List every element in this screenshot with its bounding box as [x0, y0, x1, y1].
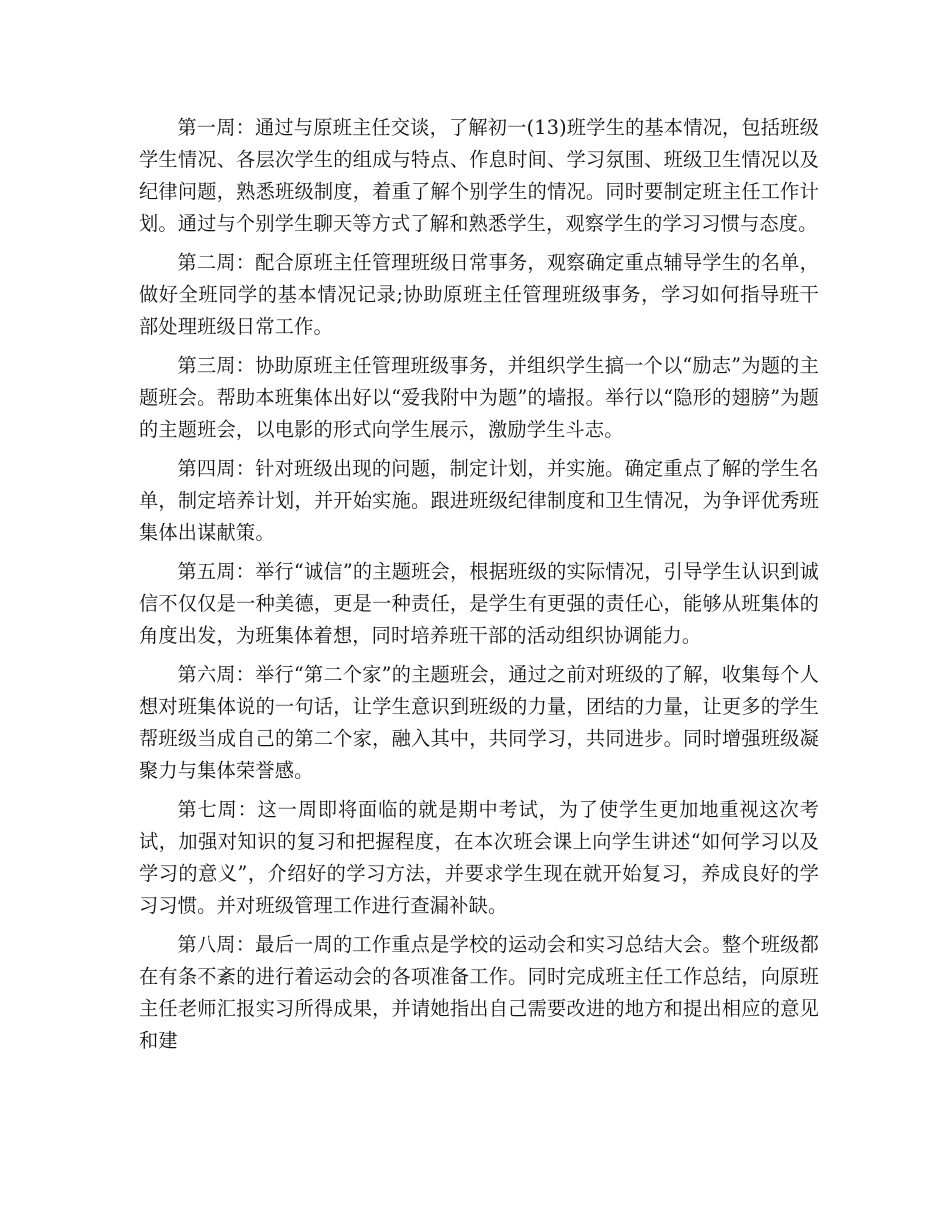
paragraph-week-7: 第七周：这一周即将面临的就是期中考试，为了使学生更加地重视这次考试，加强对知识的复习和把握程度，在本次班会课上向学生讲述“如何学习以及学习的意义”，介绍好的学习方法，并要求学生现在就开始复习，养成良好的学习习惯。并对班级管理工作进行查漏补缺。 — [139, 798, 819, 917]
paragraph-week-5: 第五周：举行“诚信”的主题班会，根据班级的实际情况，引导学生认识到诚信不仅仅是一种美德，更是一种责任，是学生有更强的责任心，能够从班集体的角度出发，为班集体着想，同时培养班干部的活动组织协调能力。 — [139, 560, 819, 647]
paragraph-week-3: 第三周：协助原班主任管理班级事务，并组织学生搞一个以“励志”为题的主题班会。帮助本班集体出好以“爱我附中为题”的墙报。举行以“隐形的翅膀”为题的主题班会，以电影的形式向学生展示，激励学生斗志。 — [139, 354, 819, 441]
paragraph-week-8: 第八周：最后一周的工作重点是学校的运动会和实习总结大会。整个班级都在有条不紊的进行着运动会的各项准备工作。同时完成班主任工作总结，向原班主任老师汇报实习所得成果，并请她指出自己需要改进的地方和提出相应的意见和建 — [139, 933, 819, 1052]
paragraph-week-6: 第六周：举行“第二个家”的主题班会，通过之前对班级的了解，收集每个人想对班集体说的一句话，让学生意识到班级的力量，团结的力量，让更多的学生帮班级当成自己的第二个家，融入其中，共同学习，共同进步。同时增强班级凝聚力与集体荣誉感。 — [139, 663, 819, 782]
paragraph-week-1: 第一周：通过与原班主任交谈，了解初一(13)班学生的基本情况，包括班级学生情况、各层次学生的组成与特点、作息时间、学习氛围、班级卫生情况以及纪律问题，熟悉班级制度，着重了解个别学生的情况。同时要制定班主任工作计划。通过与个别学生聊天等方式了解和熟悉学生，观察学生的学习习惯与态度。 — [139, 116, 819, 235]
paragraph-week-2: 第二周：配合原班主任管理班级日常事务，观察确定重点辅导学生的名单，做好全班同学的基本情况记录;协助原班主任管理班级事务，学习如何指导班干部处理班级日常工作。 — [139, 251, 819, 338]
document-body — [139, 112, 819, 1064]
paragraph-week-4: 第四周：针对班级出现的问题，制定计划，并实施。确定重点了解的学生名单，制定培养计划，并开始实施。跟进班级纪律制度和卫生情况，为争评优秀班集体出谋献策。 — [139, 457, 819, 544]
